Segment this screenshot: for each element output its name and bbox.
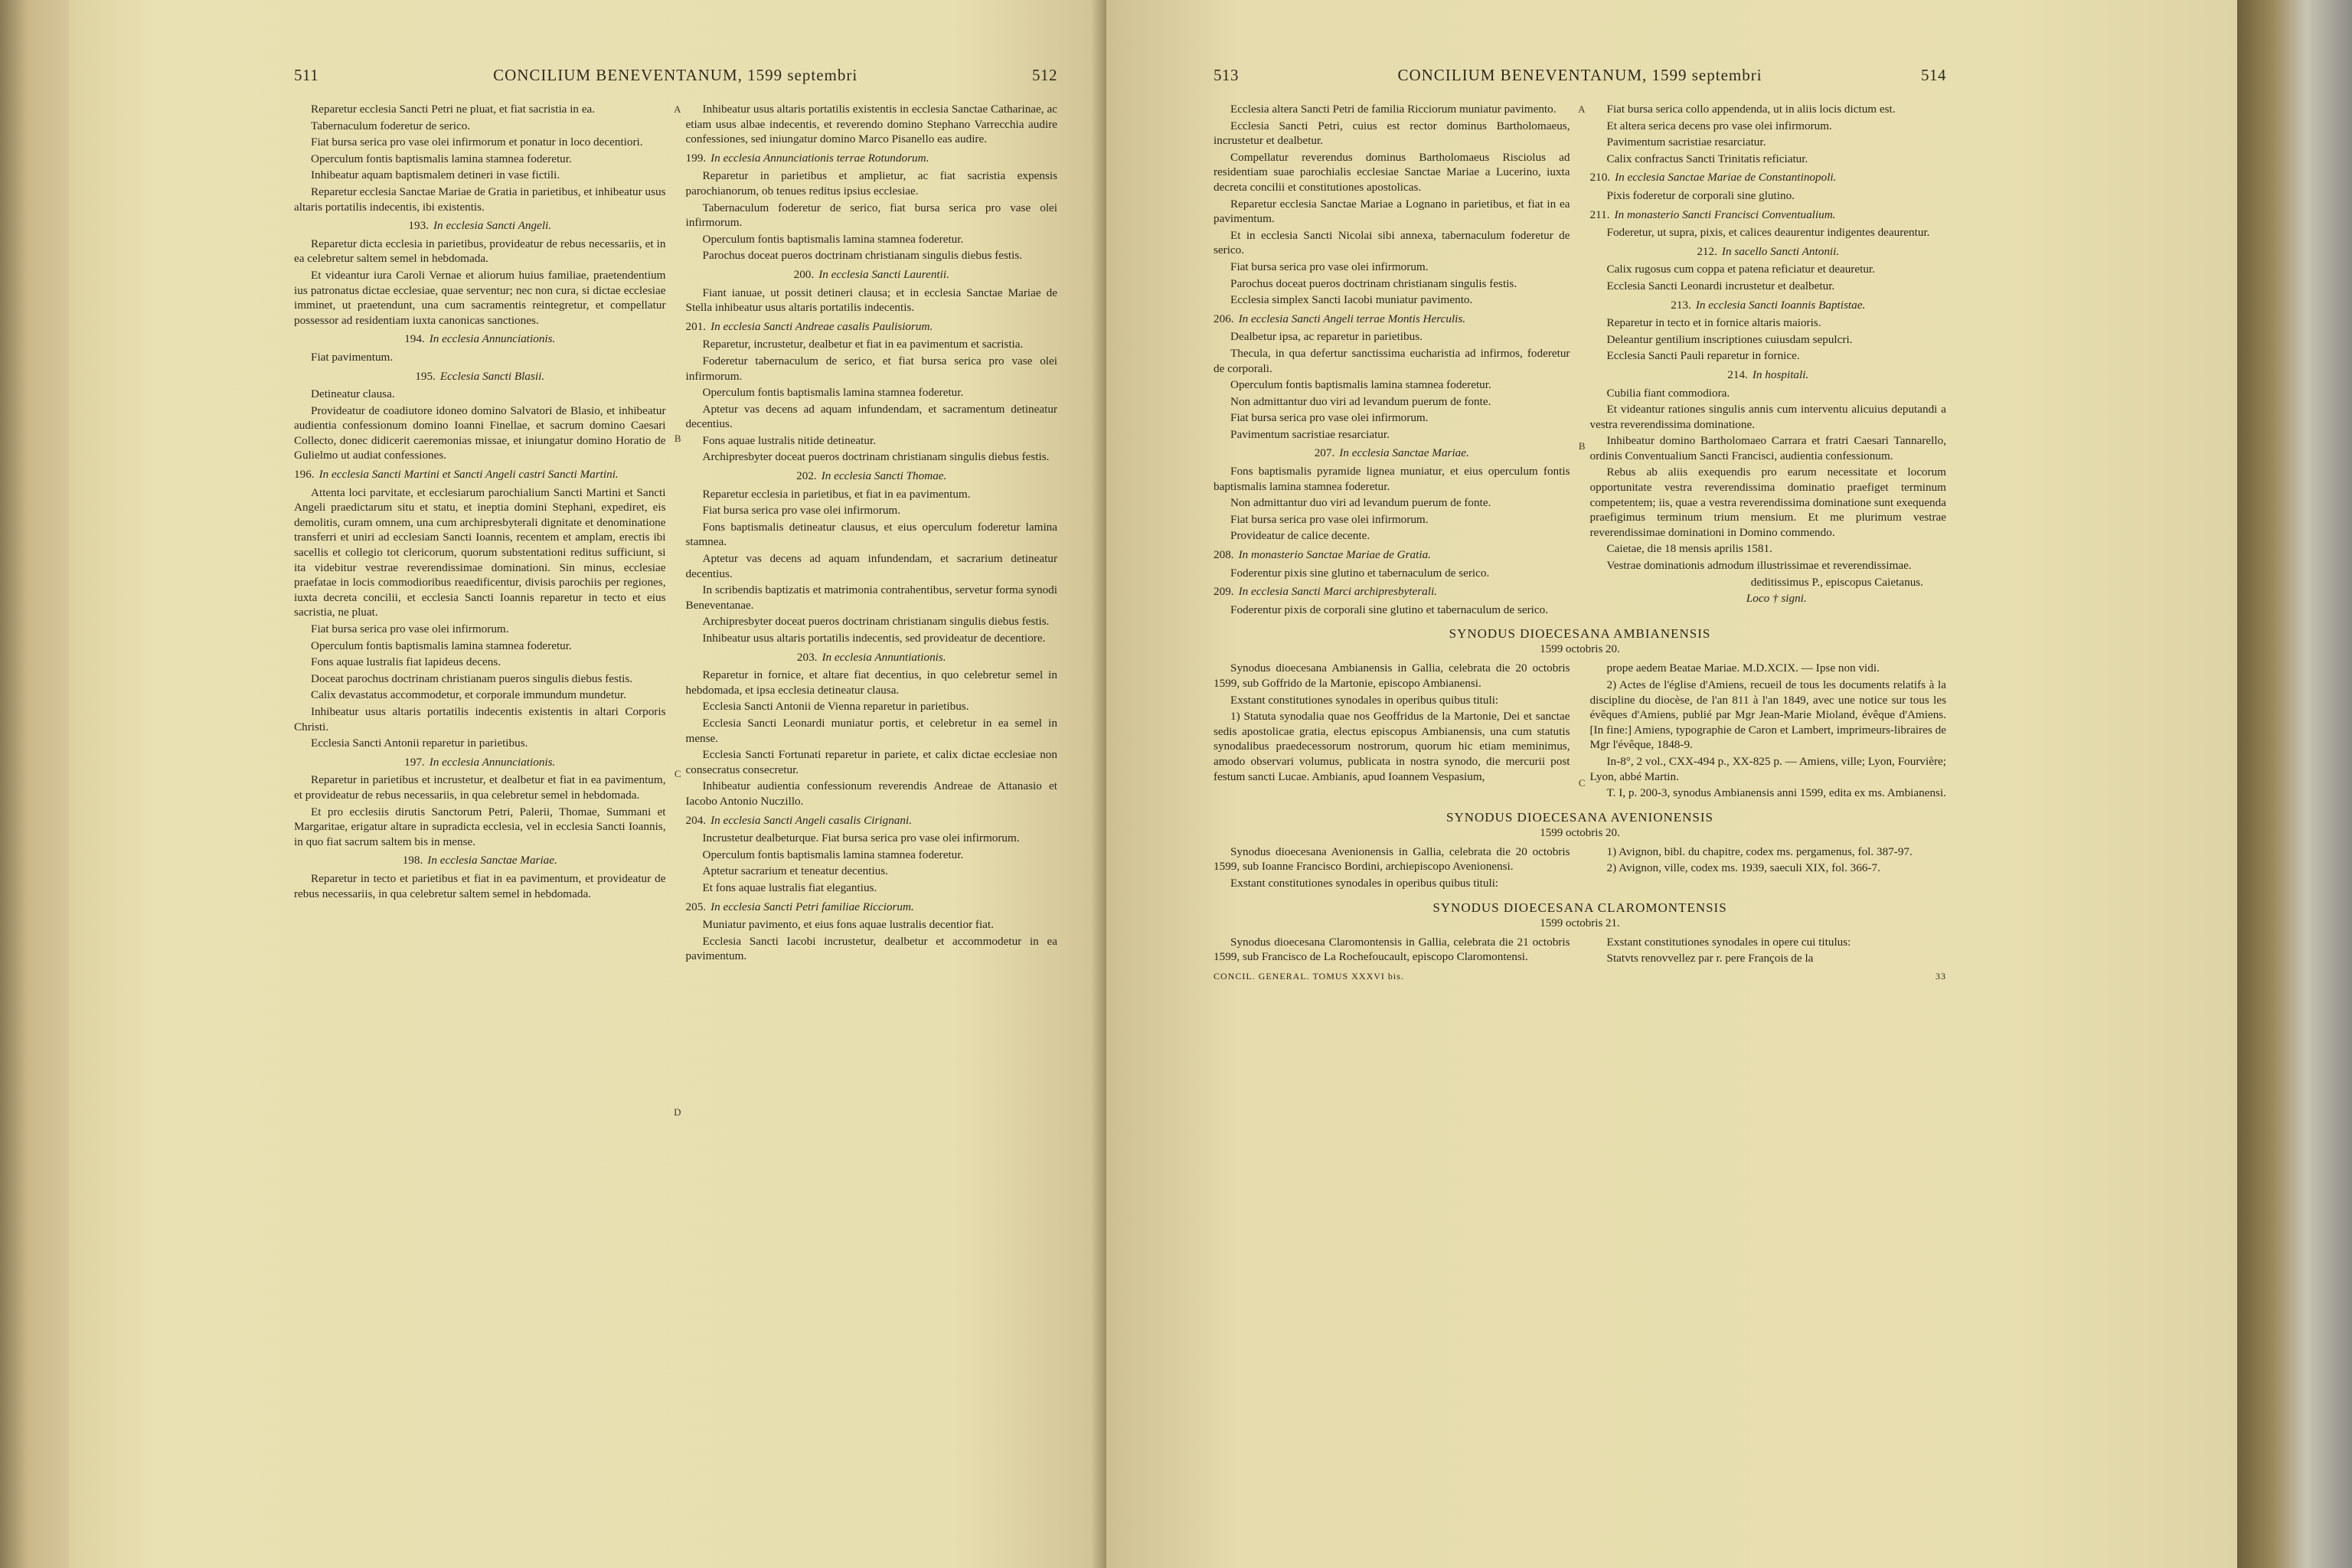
paragraph: Aptetur sacrarium et teneatur decentius. xyxy=(702,864,888,878)
paragraph: Inhibeatur audientia confessionum reverendis Andreae de Attanasio et Iacobo Antonio Nuczillo. xyxy=(685,779,1057,808)
section-title: In ecclesia Annunciationis terrae Rotundorum. xyxy=(710,151,929,165)
paragraph: Non admittantur duo viri ad levandum puerum de fonte. xyxy=(1230,394,1491,408)
synod-column-right xyxy=(1590,661,1947,802)
section-title: In ecclesia Sanctae Mariae de Constantinopoli. xyxy=(1615,171,1837,185)
paragraph: Synodus dioecesana Claromontensis in Gallia, celebrata die 21 octobris 1599, sub Francisco de La Rochefoucault, episcopo Claromontensi. xyxy=(1214,935,1570,964)
margin-letter-b: B xyxy=(1578,440,1586,452)
paragraph: Foderentur pixis de corporali sine glutino et tabernaculum de serico. xyxy=(1230,603,1549,616)
section-number: 200. xyxy=(793,267,815,281)
paragraph: Ecclesia Sancti Leonardi incrustetur et dealbetur. xyxy=(1606,279,1835,292)
margin-letter-c: C xyxy=(674,768,681,779)
section-number: 198. xyxy=(402,854,423,867)
running-title: CONCILIUM BENEVENTANUM, 1599 septembri xyxy=(493,66,858,84)
synod-columns xyxy=(1214,844,1946,893)
paragraph: Parochus doceat pueros doctrinam christianam singulis festis. xyxy=(1230,276,1517,290)
paragraph: Reparetur ecclesia Sancti Petri ne pluat, et fiat sacristia in ea. xyxy=(311,103,596,116)
paragraph: Et videantur iura Caroli Vernae et aliorum huius familiae, praetendentium ius patronatus dictae ecclesiae, quae serventur; nec non cura, si dictae ecclesiae imminet, ut praetendunt, una cum sacramentis reintegretur, et compellatur possessor ad residentiam iuxta canonicas sanctiones. xyxy=(294,268,666,327)
page-number-514: 514 xyxy=(1920,66,1946,84)
section-title: In ecclesia Sancti Thomae. xyxy=(821,469,947,483)
paragraph: Operculum fontis baptismalis lamina stamnea foderetur. xyxy=(702,386,964,400)
section-title: In monasterio Sanctae Mariae de Gratia. xyxy=(1238,548,1431,562)
paragraph: Caietae, die 18 mensis aprilis 1581. xyxy=(1606,542,1772,556)
paragraph: Inhibeatur usus altaris portatilis indecentis, sed provideatur de decentiore. xyxy=(702,632,1046,645)
book-page-edges-left xyxy=(0,0,69,1568)
paragraph: Deleantur gentilium inscriptiones cuiusdam sepulcri. xyxy=(1606,332,1853,346)
paragraph: Tabernaculum foderetur de serico. xyxy=(311,119,471,132)
paragraph: Inhibeatur usus altaris portatilis existentis in ecclesia Sanctae Catharinae, ac etiam usus albae indecentis, et reverendo domino Stephano Varrecchia audire confessiones, sed iniungatur domino Marco Pisanello eas audire. xyxy=(685,103,1057,146)
section-heading xyxy=(1214,446,1570,461)
paragraph: Provideatur de calice decente. xyxy=(1230,529,1370,543)
paragraph: Synodus dioecesana Ambianensis in Gallia, celebrata die 20 octobris 1599, sub Goffrido de la Martonie, episcopo Ambianensi. xyxy=(1214,662,1570,690)
section-number: 195. xyxy=(415,369,436,383)
synod-entries xyxy=(1214,626,1946,967)
right-page-header xyxy=(1214,66,1946,85)
synod-title: SYNODUS DIOECESANA AMBIANENSIS xyxy=(1449,626,1711,642)
paragraph: Aptetur vas decens ad aquam infundendam, et sacramentum detineatur decentius. xyxy=(685,402,1057,431)
paragraph: Et fons aquae lustralis fiat elegantius. xyxy=(702,880,877,894)
section-title: In ecclesia Sancti Andreae casalis Paulisiorum. xyxy=(710,319,933,333)
section-title: In ecclesia Sancti Laurentii. xyxy=(818,267,949,281)
paragraph: Ecclesia Sancti Leonardi muniatur portis, et celebretur in ea semel in mense. xyxy=(685,716,1057,745)
section-title: In ecclesia Sanctae Mariae. xyxy=(427,854,557,867)
paragraph: Ecclesia Sancti Pauli reparetur in fornice. xyxy=(1606,349,1800,363)
section-title: In sacello Sancti Antonii. xyxy=(1721,244,1840,258)
section-title: Ecclesia Sancti Blasii. xyxy=(439,369,545,383)
signature-line xyxy=(1214,971,1946,982)
paragraph: Muniatur pavimento, et eius fons aquae lustralis decentior fiat. xyxy=(702,918,994,932)
paragraph: Reparetur ecclesia in parietibus, et fiat in ea pavimentum. xyxy=(702,487,971,501)
section-heading xyxy=(686,267,1058,283)
paragraph: Reparetur dicta ecclesia in parietibus, provideatur de rebus necessariis, et in ea celebretur saltem semel in hebdomada. xyxy=(294,237,666,266)
section-number: 209. xyxy=(1214,585,1234,599)
paragraph: Calix rugosus cum coppa et patena reficiatur et deauretur. xyxy=(1606,263,1875,276)
section-number: 213. xyxy=(1671,298,1691,312)
paragraph: Operculum fontis baptismalis lamina stamnea foderetur. xyxy=(702,232,964,246)
paragraph: Inhibeatur usus altaris portatilis indecentis existentis in altari Corporis Christi. xyxy=(294,704,666,733)
paragraph: Reparetur ecclesia Sanctae Mariae de Gratia in parietibus, et inhibeatur usus altaris portatilis indecentis, ibi existentis. xyxy=(294,185,666,214)
seal-note: Loco † signi. xyxy=(1746,592,1807,606)
synod-column-left xyxy=(1214,661,1570,802)
paragraph: 2) Actes de l'église d'Amiens, recueil de tous les documents relatifs à la discipline du diocèse, de l'an 811 à l'an 1849, avec une notice sur tous les évêques d'Amiens, publié par Mgr Jean-Marie Mioland, évêque d'Amiens. [In fine:] Amiens, typographie de Caron et Lambert, imprimeurs-libraires de Mgr l'évêque, 1848-9. xyxy=(1589,678,1946,752)
section-title: In ecclesia Sancti Angeli casalis Cirignani. xyxy=(710,813,913,827)
section-title: In ecclesia Sanctae Mariae. xyxy=(1339,446,1469,460)
paragraph: Ecclesia Sancti Antonii reparetur in parietibus. xyxy=(311,737,528,750)
paragraph: 1) Statuta synodalia quae nos Geoffridus de la Martonie, Dei et sanctae sedis apostolicae gratia, electus episcopus Ambianensis, una cum statutis synodalibus praedecessorum nostrorum, quorum hic etiam meminimus, amodo observari volumus, publicata in nostra synodo, die mercurii post festum sancti Lucae. Ambianis, apud Ioannem Vespasium, xyxy=(1214,710,1570,783)
synod-column-left xyxy=(1214,844,1570,893)
synod-date: 1599 octobris 20. xyxy=(1540,826,1620,839)
paragraph: Pavimentum sacristiae resarciatur. xyxy=(1230,427,1390,441)
paragraph: Statvts renovvellez par r. pere François de la xyxy=(1606,952,1814,965)
paragraph: Reparetur in fornice, et altare fiat decentius, in quo celebretur semel in hebdomada, et ipsa ecclesia detineatur clausa. xyxy=(685,668,1057,697)
paragraph: Fiat bursa serica pro vase olei infirmorum et ponatur in loco decentiori. xyxy=(311,136,643,149)
paragraph: Fiat bursa serica pro vase olei infirmorum. xyxy=(311,622,509,635)
paragraph: prope aedem Beatae Mariae. M.D.XCIX. — Ipse non vidi. xyxy=(1606,662,1880,675)
paragraph: Parochus doceat pueros doctrinam christianam singulis diebus festis. xyxy=(702,249,1023,263)
section-title: In hospitali. xyxy=(1752,368,1809,381)
margin-letter-b: B xyxy=(674,433,681,444)
section-title: In ecclesia Sancti Martini et Sancti Angeli castri Sancti Martini. xyxy=(318,468,619,482)
paragraph: Fiat bursa serica pro vase olei infirmorum. xyxy=(702,504,901,518)
paragraph: Calix confractus Sancti Trinitatis reficiatur. xyxy=(1606,152,1808,165)
synod-entry xyxy=(1214,810,1946,893)
paragraph: Reparetur in parietibus et incrustetur, et dealbetur et fiat in ea pavimentum, et provideatur de rebus necessariis, in qua celebretur semel in hebdomada. xyxy=(294,773,666,802)
section-heading xyxy=(294,369,666,384)
column-511 xyxy=(294,102,681,1118)
paragraph: In scribendis baptizatis et matrimonia contrahentibus, servetur forma synodi Beneventanae. xyxy=(685,583,1057,612)
section-heading xyxy=(1214,547,1570,563)
paragraph: Operculum fontis baptismalis lamina stamnea foderetur. xyxy=(311,152,572,165)
left-page-header xyxy=(294,66,1057,85)
section-heading xyxy=(686,900,1058,915)
section-title: In ecclesia Sancti Angeli. xyxy=(433,219,552,233)
section-title: In ecclesia Sancti Angeli terrae Montis Herculis. xyxy=(1238,312,1466,325)
paragraph: Non admittantur duo viri ad levandum puerum de fonte. xyxy=(1230,496,1491,510)
section-number: 212. xyxy=(1697,244,1717,258)
section-number: 202. xyxy=(796,469,817,483)
margin-letter-a: A xyxy=(674,103,681,115)
section-heading xyxy=(1590,207,1947,223)
paragraph: Dealbetur ipsa, ac reparetur in parietibus. xyxy=(1230,330,1423,344)
paragraph: 1) Avignon, bibl. du chapitre, codex ms. pergamenus, fol. 387-97. xyxy=(1606,844,1913,858)
page-number-513: 513 xyxy=(1214,66,1239,84)
section-number: 205. xyxy=(685,900,707,913)
paragraph: Fons baptismalis pyramide lignea muniatur, et eius operculum fontis baptismalis lamina stamnea foderetur. xyxy=(1214,465,1570,493)
section-number: 211. xyxy=(1589,207,1610,221)
section-number: 196. xyxy=(294,468,315,482)
section-heading xyxy=(294,467,666,482)
paragraph: Operculum fontis baptismalis lamina stamnea foderetur. xyxy=(311,639,572,652)
section-heading xyxy=(294,853,666,868)
section-number: 197. xyxy=(404,755,425,769)
section-number: 214. xyxy=(1727,368,1748,381)
paragraph: Archipresbyter doceat pueros doctrinam christianam singulis diebus festis. xyxy=(702,450,1050,464)
paragraph: Et altera serica decens pro vase olei infirmorum. xyxy=(1606,119,1832,132)
page-number-512: 512 xyxy=(1032,66,1057,84)
paragraph: Attenta loci parvitate, et ecclesiarum parochialium Sancti Martini et Sancti Angeli praedictarum situ et statu, et ineptia domini Stephani, expediret, eis demolitis, curam omnem, una cum archipresbyterali dignitate et denominatione transferri et uniri ad ecclesiam Sancti Ioannis, recentem et amplam, erectis ibi sacellis et collegio tot clericorum, quorum substentationi reditus sufficiunt, si ita videbitur vestrae reverendissimae dominationi. Sin minus, ecclesiae praefatae in locis commodioribus reaedificentur, divisis parochiis per regiones, iuxta decreta concilii, et ecclesia Sancti Ioannis reparetur in tecto et eius sacristia, ne pluat. xyxy=(294,485,666,619)
section-title: In ecclesia Annuntiationis. xyxy=(822,650,946,664)
signature: deditissimus P., episcopus Caietanus. xyxy=(1750,575,1923,589)
section-number: 201. xyxy=(685,319,707,333)
paragraph: T. I, p. 200-3, synodus Ambianensis anni 1599, edita ex ms. Ambianensi. xyxy=(1606,786,1946,800)
paragraph: Aptetur vas decens ad aquam infundendam, et sacrarium detineatur decentius. xyxy=(685,552,1057,580)
section-number: 203. xyxy=(796,650,818,664)
paragraph: Calix devastatus accommodetur, et corporale immundum mundetur. xyxy=(311,688,626,702)
section-number: 207. xyxy=(1314,446,1335,460)
paragraph: Ecclesia Sancti Iacobi incrustetur, dealbetur et accommodetur in ea pavimentum. xyxy=(685,934,1057,963)
paragraph: Fons baptismalis detineatur clausus, et eius operculum foderetur lamina stamnea. xyxy=(685,520,1057,549)
paragraph: Et pro ecclesiis dirutis Sanctorum Petri, Palerii, Thomae, Summani et Margaritae, erigatur altare in supradicta ecclesia, vel in ecclesia Sancti Ioannis, in quo fiat sacrum saltem bis in mense. xyxy=(294,805,666,848)
paragraph: Reparetur in parietibus et amplietur, ac fiat sacristia expensis parochianorum, ob tenues reditus ipsius ecclesiae. xyxy=(685,169,1057,198)
paragraph: Et videantur rationes singulis annis cum interventu alicuius deputandi a vestra reverendissima dominatione. xyxy=(1589,403,1946,431)
synod-column-right xyxy=(1590,844,1947,893)
paragraph: Exstant constitutiones synodales in operibus quibus tituli: xyxy=(1230,693,1499,707)
section-title: In ecclesia Annunciationis. xyxy=(429,755,556,769)
paragraph: Archipresbyter doceat pueros doctrinam christianam singulis diebus festis. xyxy=(702,615,1050,629)
paragraph: Fons aquae lustralis fiat lapideus decens. xyxy=(311,655,501,669)
section-number: 199. xyxy=(685,151,707,165)
footer-signature-number: 33 xyxy=(1936,970,1946,982)
section-heading xyxy=(294,332,666,347)
paragraph: Fons aquae lustralis nitide detineatur. xyxy=(702,433,876,447)
section-heading xyxy=(686,319,1058,335)
paragraph: Foderentur pixis sine glutino et tabernaculum de serico. xyxy=(1230,566,1490,580)
section-title: In ecclesia Sancti Ioannis Baptistae. xyxy=(1695,298,1866,312)
paragraph: Reparetur ecclesia Sanctae Mariae a Lognano in parietibus, et fiat in ea pavimentum. xyxy=(1214,197,1570,226)
section-heading xyxy=(686,813,1058,828)
right-page xyxy=(1106,0,2237,1568)
section-heading xyxy=(294,755,666,770)
paragraph: Exstant constitutiones synodales in operibus quibus tituli: xyxy=(1230,876,1499,890)
section-number: 193. xyxy=(408,219,429,233)
column-514 xyxy=(1590,102,1947,619)
section-number: 206. xyxy=(1214,312,1234,325)
paragraph: Pixis foderetur de corporali sine glutino. xyxy=(1606,188,1795,202)
section-number: 194. xyxy=(404,332,425,346)
paragraph: Fiat pavimentum. xyxy=(311,350,394,364)
section-heading xyxy=(686,469,1058,484)
paragraph: Et in ecclesia Sancti Nicolai sibi annexa, tabernaculum foderetur de serico. xyxy=(1214,228,1570,257)
paragraph: Fiat bursa serica collo appendenda, ut in aliis locis dictum est. xyxy=(1606,103,1896,116)
section-heading xyxy=(1590,298,1947,313)
paragraph: Vestrae dominationis admodum illustrissimae et reverendissimae. xyxy=(1606,559,1912,573)
paragraph: Inhibeatur aquam baptismalem detineri in vase fictili. xyxy=(311,168,560,182)
paragraph: Doceat parochus doctrinam christianam pueros singulis diebus festis. xyxy=(311,671,633,685)
paragraph: Inhibeatur domino Bartholomaeo Carrara et fratri Caesari Tannarello, ordinis Conventualium Sancti Francisci, audientia confessionum. xyxy=(1589,434,1946,462)
book-cover-edge-right xyxy=(2237,0,2352,1568)
paragraph: In-8°, 2 vol., CXX-494 p., XX-825 p. — Amiens, ville; Lyon, Fourvière; Lyon, abbé Martin. xyxy=(1589,754,1946,783)
paragraph: Compellatur reverendus dominus Bartholomaeus Risciolus ad residentiam suae parochialis ecclesiae Sanctae Mariae a Lucerino, iuxta decreta concilii et constitutiones apostolicas. xyxy=(1214,150,1570,194)
margin-letter-d: D xyxy=(674,1106,681,1118)
synod-date: 1599 octobris 20. xyxy=(1540,643,1620,656)
paragraph: 2) Avignon, ville, codex ms. 1939, saeculi XIX, fol. 366-7. xyxy=(1606,861,1880,875)
section-heading xyxy=(1214,312,1570,327)
left-page-columns xyxy=(294,102,1057,1118)
margin-letter-a: A xyxy=(1578,103,1586,115)
synod-entry xyxy=(1214,900,1946,968)
section-number: 208. xyxy=(1214,548,1234,562)
synod-column-right xyxy=(1590,935,1947,968)
paragraph: Synodus dioecesana Avenionensis in Gallia, celebrata die 20 octobris 1599, sub Ioanne Francisco Bordini, archiepiscopo Avenionensi. xyxy=(1214,844,1570,874)
paragraph: Cubilia fiant commodiora. xyxy=(1606,386,1730,400)
section-heading xyxy=(294,218,666,234)
page-number-511: 511 xyxy=(294,66,319,84)
section-title: In ecclesia Annunciationis. xyxy=(429,332,556,346)
paragraph: Ecclesia Sancti Antonii de Vienna reparetur in parietibus. xyxy=(702,700,969,714)
column-512 xyxy=(686,102,1058,965)
paragraph: Thecula, in qua defertur sanctissima eucharistia ad infirmos, foderetur de corporali. xyxy=(1214,346,1570,375)
margin-letter-c: C xyxy=(1578,777,1586,789)
paragraph: Reparetur in tecto et parietibus et fiat in ea pavimentum, et provideatur de rebus necessariis, in qua celebretur saltem semel in hebdomada. xyxy=(294,871,666,900)
synod-column-left xyxy=(1214,935,1570,968)
footer-volume: CONCIL. GENERAL. TOMUS XXXVI bis. xyxy=(1214,970,1404,982)
synod-title: SYNODUS DIOECESANA AVENIONENSIS xyxy=(1446,809,1713,825)
paragraph: Tabernaculum foderetur de serico, fiat bursa serica pro vase olei infirmorum. xyxy=(685,201,1057,230)
section-heading xyxy=(1590,368,1947,383)
paragraph: Pavimentum sacristiae resarciatur. xyxy=(1606,136,1766,149)
synod-date: 1599 octobris 21. xyxy=(1540,916,1620,929)
paragraph: Operculum fontis baptismalis lamina stamnea foderetur. xyxy=(1230,378,1491,392)
section-title: In ecclesia Sancti Petri familiae Ricciorum. xyxy=(710,900,914,913)
paragraph: Incrustetur dealbeturque. Fiat bursa serica pro vase olei infirmorum. xyxy=(702,831,1020,845)
synod-columns xyxy=(1214,935,1946,968)
paragraph: Fiat bursa serica pro vase olei infirmorum. xyxy=(1230,512,1429,526)
section-heading xyxy=(686,151,1058,166)
section-number: 210. xyxy=(1589,171,1611,185)
section-heading xyxy=(1214,584,1570,599)
paragraph: Provideatur de coadiutore idoneo domino Salvatori de Blasio, et inhibeatur audientia confessionum domino Ioanni Finellae, et sacrum domino Caesari Collecto, donec didicerit caeremonias missae, et iniungatur domino Horatio de Gulielmo ut audiat confessiones. xyxy=(294,403,666,462)
paragraph: Detineatur clausa. xyxy=(311,387,395,401)
paragraph: Ecclesia altera Sancti Petri de familia Ricciorum muniatur pavimento. xyxy=(1230,103,1557,116)
paragraph: Ecclesia Sancti Petri, cuius est rector dominus Bartholomaeus, incrustetur et dealbetur. xyxy=(1214,119,1570,148)
paragraph: Fiant ianuae, ut possit detineri clausa; et in ecclesia Sanctae Mariae de Stella inhibeatur usus altaris portatilis indecentis. xyxy=(685,286,1057,315)
section-heading xyxy=(686,650,1058,665)
section-title: In ecclesia Sancti Marci archipresbyterali. xyxy=(1238,585,1437,599)
paragraph: Exstant constitutiones synodales in opere cui titulus: xyxy=(1606,935,1851,949)
paragraph: Operculum fontis baptismalis lamina stamnea foderetur. xyxy=(702,848,964,861)
paragraph: Ecclesia simplex Sancti Iacobi muniatur pavimento. xyxy=(1230,293,1473,307)
paragraph: Fiat bursa serica pro vase olei infirmorum. xyxy=(1230,260,1429,273)
paragraph: Foderetur, ut supra, pixis, et calices deaurentur indigentes deaurentur. xyxy=(1606,226,1930,240)
section-number: 204. xyxy=(685,813,707,827)
paragraph: Reparetur in tecto et in fornice altaris maioris. xyxy=(1606,316,1821,330)
synod-title: SYNODUS DIOECESANA CLAROMONTENSIS xyxy=(1432,900,1727,915)
paragraph: Foderetur tabernaculum de serico, et fiat bursa serica pro vase olei infirmorum. xyxy=(685,354,1057,383)
section-heading xyxy=(1590,170,1947,185)
paragraph: Rebus ab aliis exequendis pro earum necessitate et locorum opportunitate vestra reverendissima dominatio praefiget terminum competentem; iis, quae a vestra reverendissima dominatione sunt exequenda praefigimus terminum trium mensium. Et me plurimum vestrae reverendissimae dominationi in Domino commendo. xyxy=(1589,466,1946,539)
section-heading xyxy=(1590,244,1947,260)
paragraph: Reparetur, incrustetur, dealbetur et fiat in ea pavimentum et sacristia. xyxy=(702,338,1024,351)
paragraph: Fiat bursa serica pro vase olei infirmorum. xyxy=(1230,411,1429,425)
running-title: CONCILIUM BENEVENTANUM, 1599 septembri xyxy=(1397,66,1762,84)
left-page xyxy=(69,0,1106,1568)
paragraph: Ecclesia Sancti Fortunati reparetur in pariete, et calix dictae ecclesiae non consecratus consecretur. xyxy=(685,748,1057,776)
section-title: In monasterio Sancti Francisci Conventualium. xyxy=(1614,207,1836,221)
